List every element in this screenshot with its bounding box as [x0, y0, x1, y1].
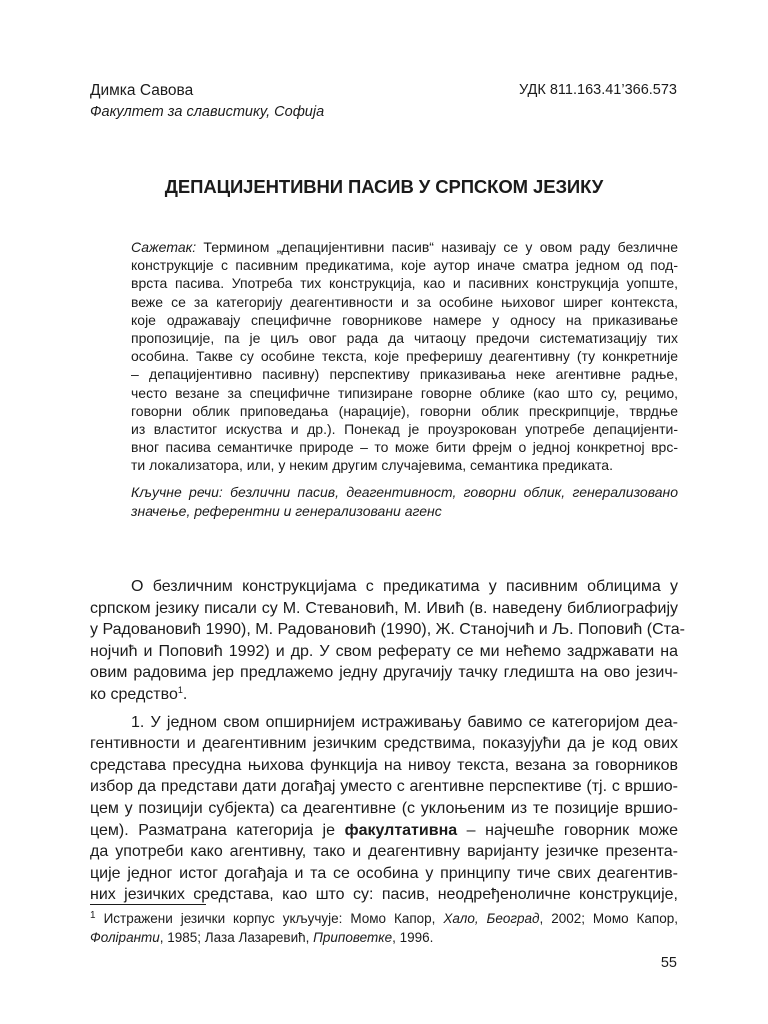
abstract-line-12: вног пасива семантичке природе – то може бити фрејм о једној конкретној врс-	[131, 439, 678, 456]
p2-line-4: избор да представи дати догађај уместо с агентивне перспективе (тј. с вршио-	[90, 778, 678, 796]
udk-code: УДК 811.163.41’366.573	[519, 82, 677, 98]
footnote-e: , 1985; Лаза Лазаревић,	[159, 930, 314, 945]
footnote-g: , 1996.	[392, 930, 434, 945]
abstract-line-5: које одражавају специфичне говорникове намере у односу на приказивање	[131, 311, 678, 328]
abstract-line-2: конструкције с пасивним предикатима, које аутор иначе сматра једном од под-	[131, 257, 678, 274]
p2-line-2: гентивности и деагентивним језичким средствима, показујући да је код ових	[90, 735, 678, 753]
footnote	[90, 909, 678, 947]
page-number: 55	[660, 955, 677, 971]
abstract-line-8: – депацијентивно пасивну) перспективу приказивања неке агентивне радње,	[131, 366, 678, 383]
p2-line-9: них језичких средстава, као што су: пасив, неодређеноличне конструкције,	[90, 886, 678, 904]
p2-line-1: 1. У једном свом опширнијем истраживању бавимо се категоријом деа-	[131, 713, 678, 731]
abstract-line-3: врста пасива. Употреба тих конструкција, као и пасивних конструкција уопште,	[131, 275, 678, 292]
abstract-line-9: често везане за специфичне типизиране говорне облике (као што су, рецимо,	[131, 384, 678, 401]
abstract-line-11: из властитог искуства и др.). Понекад је проузрокован употребе депацијенти-	[131, 421, 678, 438]
footnote-b: Хало, Београд	[443, 911, 540, 926]
footnote-c: , 2002; Момо Капор,	[539, 911, 678, 926]
p2-line-6-b: – најчешће говорник може	[457, 821, 678, 839]
p1-line-1: О безличним конструкцијама с предикатима у пасивним облицима у	[131, 578, 678, 595]
abstract-line-4: веже се за категорију деагентивности и за особине њиховог ширег контекста,	[131, 293, 678, 310]
footnote-line-2	[90, 928, 678, 947]
footnote-d: Фоліранти	[90, 930, 160, 945]
footnote-divider	[90, 904, 206, 905]
abstract-line-7: особина. Такве су особине текста, које преферишу деагентивну (ту конкретније	[131, 348, 678, 365]
footnote-line-1	[90, 909, 678, 928]
abstract-line-10: говорни облик приповедања (нарације), говорни облик прескрипције, тврдње	[131, 402, 678, 419]
abstract-lead: Сажетак:	[131, 239, 197, 255]
keywords-line-2	[131, 502, 678, 521]
p1-line-3: у Радовановић 1990), М. Радовановић (1990), Ж. Станојчић и Љ. Поповић (Ста-	[90, 621, 685, 639]
bold-term: факултативна	[344, 821, 458, 839]
article-title: ДЕПАЦИЈЕНТИВНИ ПАСИВ У СРПСКОМ ЈЕЗИКУ	[164, 176, 604, 197]
abstract-line-text: Термином „депацијентивни пасив“ називају се у овом раду безличне	[196, 239, 678, 255]
footnote-f: Приповетке	[313, 930, 393, 945]
p2-line-5: цем у позицији субјекта) са деагентивне (с уклоњеним из те позиције вршио-	[90, 799, 678, 817]
body-text	[90, 576, 685, 912]
p1-line-6-text: ко средство	[90, 685, 178, 703]
p1-end: .	[182, 685, 188, 703]
keywords-text-2: значење, референтни и генерализовани агенс	[131, 503, 442, 519]
abstract-line-1	[131, 238, 678, 256]
keywords-text-1: безлични пасив, деагентивност, говорни облик, генерализовано	[222, 484, 678, 500]
author-affiliation: Факултет за славистику, Софија	[90, 104, 325, 120]
p2-line-6-a: цем). Разматрана категорија је	[90, 821, 345, 839]
paragraph-1	[90, 576, 685, 706]
paragraph-2	[90, 712, 678, 906]
p1-line-2: српском језику писали су М. Стевановић, М. Ивић (в. наведену библиографију	[90, 599, 678, 617]
abstract	[131, 238, 678, 475]
footnote-mark: 1	[90, 910, 96, 921]
abstract-line-6: пропозиције, па је циљ овог рада да читаоцу предочи систематизацију тих	[131, 330, 678, 347]
p2-line-6	[90, 820, 678, 842]
p1-line-4: нојчић и Поповић 1992) и др. У свом реферату се ми нећемо задржавати на	[90, 642, 678, 660]
footnote-ref: 1	[177, 684, 183, 695]
p1-line-6	[90, 684, 678, 706]
abstract-line-13: ти локализатора, или, у неким другим случајевима, семантика предиката.	[131, 457, 613, 474]
keywords	[131, 483, 678, 521]
author-name: Димка Савова	[90, 82, 194, 99]
keywords-line-1	[131, 483, 678, 502]
p2-line-3: средстава пресудна њихова функција на нивоу текста, везана за говорников	[90, 756, 678, 774]
keywords-lead: Кључне речи:	[131, 484, 223, 500]
p2-line-8: ције једног истог догађаја и та се особина у принципу тиче свих деагентив-	[90, 864, 678, 882]
footnote-a: Истражени језички корпус укључује: Момо Капор,	[103, 911, 444, 926]
p2-line-7: да употреби како агентивну, тако и деагентивну варијанту језичке презента-	[90, 843, 678, 861]
p1-line-5: овим радовима јер предлажемо једну другачију тачку гледишта на ово језич-	[90, 664, 678, 682]
